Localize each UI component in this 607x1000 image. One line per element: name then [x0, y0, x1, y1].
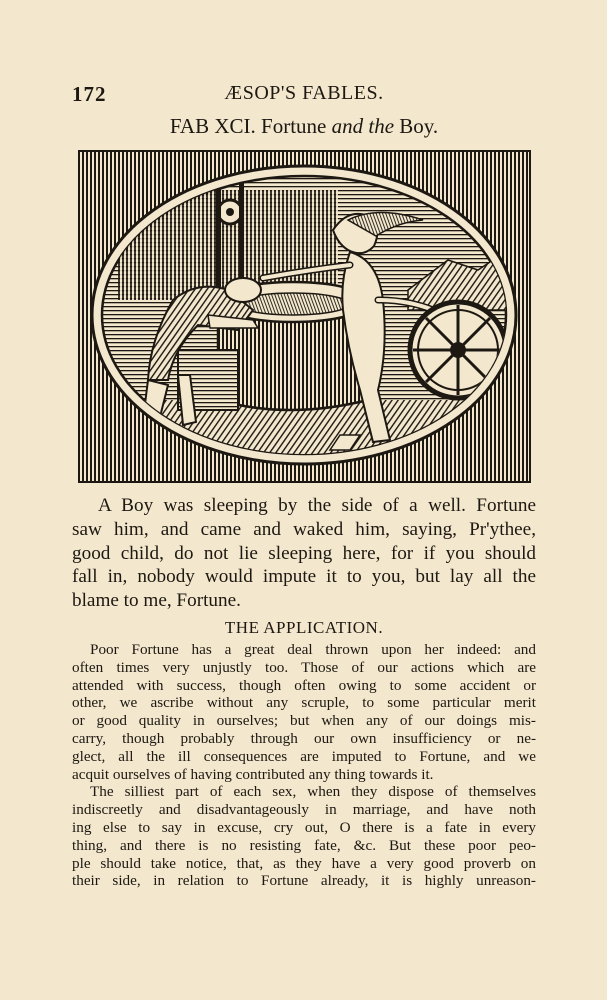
- application-line: The silliest part of each sex, when they dispose of themselves: [90, 783, 536, 801]
- application-line: thing, and there is no resisting fate, &c. But these poor peo-: [72, 836, 536, 854]
- application-line: indiscreetly and disadvantageously in marriage, and have noth: [72, 801, 536, 819]
- fable-line: A Boy was sleeping by the side of a well. Fortune: [98, 495, 536, 516]
- application-line: ple should take notice, that, as they have a very good proverb on: [72, 854, 536, 872]
- fable-line: fall in, nobody would impute it to you, but lay all the: [72, 566, 536, 588]
- fable-title-word-boy: Boy.: [399, 114, 439, 138]
- fable-number: FAB XCI.: [169, 114, 256, 138]
- woodcut-illustration: [78, 150, 531, 483]
- application-line: glect, all the ill consequences are imputed to Fortune, and we: [72, 747, 536, 765]
- fable-title-word-fortune: Fortune: [261, 114, 327, 138]
- application-line: Poor Fortune has a great deal thrown upon her indeed: and: [90, 641, 536, 658]
- application-line: carry, though probably through our own insufficiency or ne-: [72, 729, 536, 747]
- fable-line: blame to me, Fortune.: [72, 590, 241, 612]
- application-heading: THE APPLICATION.: [224, 618, 384, 637]
- application-line: acquit ourselves of having contributed any thing towards it.: [72, 765, 434, 783]
- application-line: often times very unjustly too. Those of our actions which are: [72, 658, 536, 676]
- fable-title-connector: and the: [331, 114, 395, 138]
- woodcut-svg: [78, 150, 531, 483]
- fable-line: good child, do not lie sleeping here, for if you should: [72, 542, 536, 564]
- application-line: or good quality in ourselves; but when any of our doings mis-: [72, 712, 536, 730]
- page-number: 172: [72, 82, 107, 106]
- application-line: their side, in relation to Fortune already, it is highly unreason-: [72, 872, 536, 890]
- fable-title: [72, 114, 536, 139]
- application-line: attended with success, though often owing to some accident or: [72, 676, 536, 694]
- application-text: [72, 641, 536, 890]
- fable-line: saw him, and came and waked him, saying, Pr'ythee,: [72, 518, 536, 540]
- application-line: ing else to say in excuse, cry out, O there is a fate in every: [72, 818, 536, 836]
- book-title: ÆSOP'S FABLES.: [224, 82, 384, 104]
- running-head: [72, 82, 536, 106]
- fable-text: [72, 494, 536, 613]
- application-line: other, we ascribe without any scruple, to some particular merit: [72, 694, 536, 712]
